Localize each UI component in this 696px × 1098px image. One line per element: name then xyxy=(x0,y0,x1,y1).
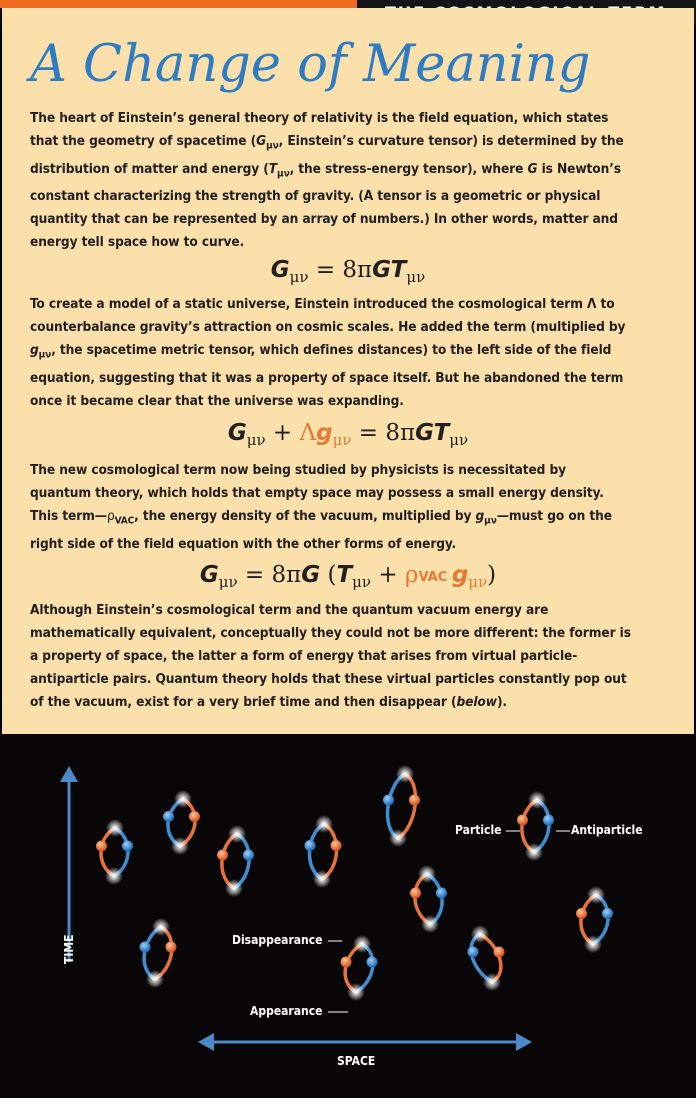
p1-text: that the geometry of spacetime ( xyxy=(30,133,257,149)
p2-line: once it became clear that the universe was expanding. xyxy=(30,392,404,409)
eq-equals: = xyxy=(358,420,379,446)
p3-line: right side of the field equation with the other forms of energy. xyxy=(30,535,457,552)
p2-text: , the spacetime metric tensor, which defines distances) to the left side of the field xyxy=(51,342,612,358)
vacuum-flash xyxy=(347,983,365,1001)
vacuum-flash xyxy=(152,918,170,936)
p4-line: Although Einstein’s cosmological term and the quantum vacuum energy are xyxy=(30,602,549,618)
eq-subscript: μν xyxy=(449,431,469,449)
paragraph-2 xyxy=(30,293,670,413)
vacuum-flash xyxy=(421,915,439,933)
eq-symbol: G xyxy=(199,562,219,588)
eq-subscript: μν xyxy=(406,268,426,286)
antiparticle-ball xyxy=(140,942,151,953)
eq-subscript: μν xyxy=(352,573,372,591)
p1-line: quantity that can be represented by an array of numbers.) In other words, matter and xyxy=(30,211,618,228)
p4-line: a property of space, the latter a form of energy that arises from virtual particle- xyxy=(30,648,578,664)
p1-text: , the stress-energy tensor), where xyxy=(289,160,528,177)
eq-subscript: μν xyxy=(289,268,309,286)
vacuum-flash xyxy=(225,879,243,897)
eq-subscript: μν xyxy=(246,431,266,449)
antiparticle-ball xyxy=(436,888,447,899)
eq-metric: g xyxy=(316,420,333,446)
vacuum-flash xyxy=(483,973,501,991)
eq-symbol: G xyxy=(301,562,321,588)
vacuum-flash xyxy=(528,791,546,809)
curvature-symbol: G xyxy=(256,133,267,149)
eq-vac: VAC xyxy=(418,570,448,585)
p1-line: constant characterizing the strength of gravity. (A tensor is a geometric or physical xyxy=(30,188,601,205)
particle-ball xyxy=(166,942,177,953)
particle-ball xyxy=(96,841,107,852)
antiparticle-ball xyxy=(602,908,613,919)
stress-energy-symbol: T xyxy=(268,160,278,177)
vacuum-flash xyxy=(146,970,164,988)
particle-ball xyxy=(517,815,528,826)
particle-ball xyxy=(341,957,352,968)
eq-symbol: T xyxy=(336,562,353,588)
particle-ball xyxy=(189,811,200,822)
eq-symbol: T xyxy=(390,257,407,283)
p1-line: energy tell space how to curve. xyxy=(30,234,245,251)
illustration-svg xyxy=(0,734,696,1098)
antiparticle-ball xyxy=(243,850,254,861)
p1-line: The heart of Einstein’s general theory of relativity is the field equation, which states xyxy=(30,110,609,126)
vacuum-flash xyxy=(587,886,605,904)
p4-text: of the vacuum, exist for a very brief time and then disappear ( xyxy=(30,694,457,710)
eq-equals: = xyxy=(244,562,265,588)
subscript: μν xyxy=(38,349,52,361)
appearance-label: Appearance xyxy=(250,1004,323,1018)
eq-symbol: G xyxy=(227,420,247,446)
antiparticle-ball xyxy=(122,841,133,852)
eq-symbol: G xyxy=(415,420,434,446)
p3-line: The new cosmological term now being studied by physicists is necessitated by xyxy=(30,462,566,478)
vacuum-flash xyxy=(389,829,407,847)
rho-symbol: ρ xyxy=(106,508,115,524)
subscript: μν xyxy=(484,515,497,527)
orange-accent-strip xyxy=(0,0,357,8)
eq-equals: = xyxy=(315,257,336,283)
vacuum-flash xyxy=(228,825,246,843)
eq-symbol: G xyxy=(270,257,290,283)
eq-lambda: Λ xyxy=(299,420,317,446)
p3-text: , the energy density of the vacuum, multiplied by xyxy=(134,508,476,524)
particle-label: Particle xyxy=(455,823,502,837)
antiparticle-label: Antiparticle xyxy=(571,823,643,837)
vacuum-flash xyxy=(471,925,489,943)
p2-line: equation, suggesting that it was a property of space itself. But he abandoned the term xyxy=(30,369,624,386)
p4-text: ). xyxy=(496,694,507,710)
antiparticle-ball xyxy=(305,840,316,851)
particle-ball xyxy=(576,908,587,919)
subscript: μν xyxy=(277,168,290,180)
antiparticle-ball xyxy=(468,947,479,958)
particle-ball xyxy=(494,947,505,958)
particle-pairs xyxy=(96,765,613,1001)
vacuum-flash xyxy=(584,935,602,953)
p1-text: distribution of matter and energy ( xyxy=(30,160,269,177)
p3-text: —must go on the xyxy=(496,508,612,524)
metric-symbol: g xyxy=(30,342,39,358)
vacuum-flash xyxy=(525,843,543,861)
equation-3 xyxy=(0,560,696,597)
eq-constant: 8π xyxy=(385,420,416,446)
particle-ball xyxy=(331,840,342,851)
eq-paren: ) xyxy=(487,562,497,588)
eq-paren: ( xyxy=(327,562,337,588)
vacuum-flash xyxy=(418,865,436,883)
eq-subscript: μν xyxy=(332,431,352,449)
time-axis-label: TIME xyxy=(62,934,76,964)
space-axis-arrow xyxy=(198,1033,532,1051)
time-axis-arrow xyxy=(60,766,78,962)
disappearance-label: Disappearance xyxy=(232,933,323,947)
eq-symbol: T xyxy=(433,420,450,446)
virtual-particle-illustration xyxy=(0,734,696,1098)
subscript: μν xyxy=(266,140,279,152)
vacuum-flash xyxy=(353,935,371,953)
vacuum-flash xyxy=(174,790,192,808)
particle-ball xyxy=(217,850,228,861)
paragraph-4 xyxy=(30,599,670,714)
space-axis-label: SPACE xyxy=(337,1054,376,1068)
vacuum-flash xyxy=(315,815,333,833)
equation-1 xyxy=(0,255,696,292)
particle-ball xyxy=(410,888,421,899)
vacuum-flash xyxy=(313,870,331,888)
antiparticle-ball xyxy=(383,795,394,806)
eq-subscript: μν xyxy=(468,573,488,591)
pair-trajectory xyxy=(388,774,405,838)
p3-line: quantum theory, which holds that empty space may possess a small energy density. xyxy=(30,485,604,501)
eq-constant: 8π xyxy=(342,257,373,283)
p3-text: This term— xyxy=(30,508,107,524)
equation-2 xyxy=(0,418,696,455)
eq-subscript: μν xyxy=(218,573,238,591)
eq-plus: + xyxy=(378,562,398,588)
page-title: A Change of Meaning xyxy=(30,35,591,94)
vacuum-flash xyxy=(106,819,124,837)
particle-ball xyxy=(409,795,420,806)
eq-metric: g xyxy=(451,562,469,588)
subscript: VAC xyxy=(114,515,135,527)
p4-line: antiparticle pairs. Quantum theory holds that these virtual particles constantly pop out xyxy=(30,671,627,687)
p4-line: mathematically equivalent, conceptually they could not be more different: the former is xyxy=(30,625,631,641)
p2-line: counterbalance gravity’s attraction on cosmic scales. He added the term (multiplied by xyxy=(30,319,626,335)
vacuum-flash xyxy=(396,765,414,783)
paragraph-1 xyxy=(30,107,670,254)
eq-plus: + xyxy=(272,420,293,446)
antiparticle-ball xyxy=(163,811,174,822)
newton-constant-symbol: G xyxy=(527,160,538,177)
paragraph-3 xyxy=(30,459,670,556)
antiparticle-ball xyxy=(367,957,378,968)
antiparticle-ball xyxy=(543,815,554,826)
p4-italic: below xyxy=(456,694,497,710)
vacuum-flash xyxy=(171,837,189,855)
metric-symbol: g xyxy=(475,508,485,524)
eq-rho: ρ xyxy=(404,562,419,588)
p1-text: , Einstein’s curvature tensor) is determined by the xyxy=(278,133,624,149)
p2-line: To create a model of a static universe, Einstein introduced the cosmological term Λ to xyxy=(30,296,615,312)
pair-trajectory xyxy=(398,774,415,838)
eq-constant: 8π xyxy=(271,562,302,588)
p1-text: is Newton’s xyxy=(537,160,621,177)
eq-symbol: G xyxy=(372,257,391,283)
vacuum-flash xyxy=(105,867,123,885)
